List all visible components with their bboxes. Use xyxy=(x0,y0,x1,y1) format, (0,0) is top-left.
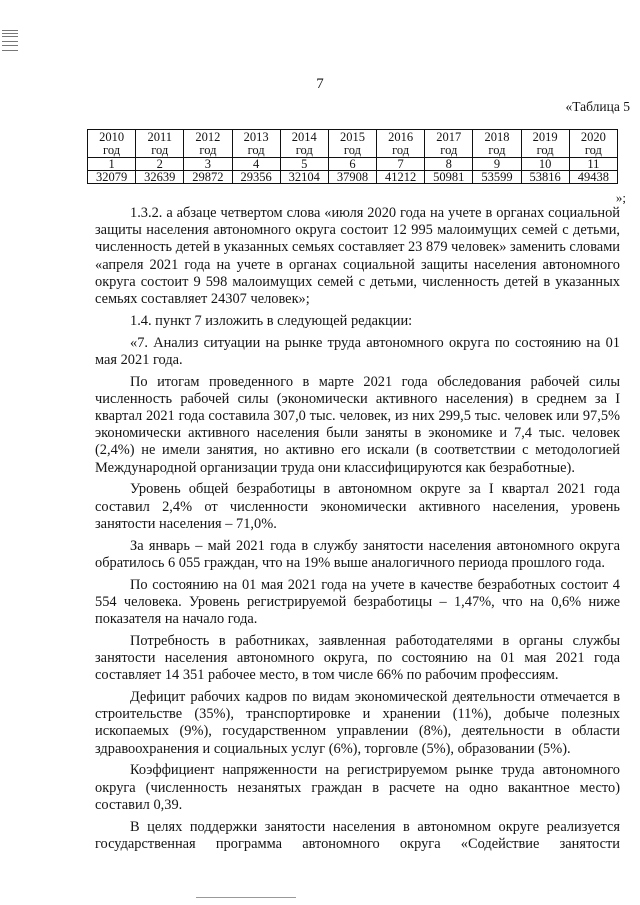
table-column-number: 3 xyxy=(184,158,232,171)
table-column-number: 4 xyxy=(232,158,280,171)
table-value-cell: 41212 xyxy=(377,171,425,184)
table-value-cell: 37908 xyxy=(328,171,376,184)
table-year-header: 2013 год xyxy=(232,130,280,158)
binding-edge-marks xyxy=(2,0,20,905)
table-column-number: 11 xyxy=(569,158,617,171)
paragraph-workforce-deficit: Дефицит рабочих кадров по видам экономической деятельности отмечается в строительстве (35%), транспортировке и хранении (11%), добыче полезных ископаемых (9%), государственном управлении (8%), деятельности в области здравоохранения и социальных услуг (6%), торговле (5%), образовании (5%). xyxy=(95,689,620,757)
table-value-cell: 29356 xyxy=(232,171,280,184)
paragraph-section-7-heading: «7. Анализ ситуации на рынке труда автономного округа по состоянию на 01 мая 2021 года. xyxy=(95,334,620,368)
table-value-cell: 32104 xyxy=(280,171,328,184)
table-year-header: 2011 год xyxy=(136,130,184,158)
table-value-cell: 49438 xyxy=(569,171,617,184)
paragraph-1-4: 1.4. пункт 7 изложить в следующей редакции: xyxy=(130,312,413,329)
document-body xyxy=(95,205,620,858)
table-value-cell: 29872 xyxy=(184,171,232,184)
paragraph-state-program: В целях поддержки занятости населения в автономном округе реализуется государственная программа автономного округа «Содействие занятости xyxy=(95,818,620,852)
table-column-number-row xyxy=(88,158,618,171)
table-value-row xyxy=(88,171,618,184)
table-column-number: 9 xyxy=(473,158,521,171)
paragraph-labor-survey: По итогам проведенного в марте 2021 года обследования рабочей силы численность рабочей силы (экономически активного населения) в среднем за I квартал 2021 года составила 307,0 тыс. человек, из них 299,5 тыс. человек или 97,5% экономически активного населения были заняты в экономике и 7,4 тыс. человек (2,4%) не имели занятия, но активно его искали (в соответствии с методологией Международной организации труда они классифицируются как безработные). xyxy=(95,373,620,476)
table-column-number: 2 xyxy=(136,158,184,171)
table-column-number: 10 xyxy=(521,158,569,171)
table-value-cell: 53816 xyxy=(521,171,569,184)
table-year-header: 2017 год xyxy=(425,130,473,158)
table-year-header: 2012 год xyxy=(184,130,232,158)
statistics-table xyxy=(87,129,618,184)
table-year-header: 2020 год xyxy=(569,130,617,158)
paragraph-tension-coefficient: Коэффициент напряженности на регистрируемом рынке труда автономного округа (численность незанятых граждан в расчете на одно вакантное место) составил 0,39. xyxy=(95,762,620,813)
table-year-header: 2015 год xyxy=(328,130,376,158)
table-header-row xyxy=(88,130,618,158)
table-column-number: 7 xyxy=(377,158,425,171)
table-value-cell: 32079 xyxy=(88,171,136,184)
table-closing-quote: »; xyxy=(615,190,626,205)
bottom-divider xyxy=(196,897,296,898)
table-column-number: 5 xyxy=(280,158,328,171)
table-column-number: 1 xyxy=(88,158,136,171)
table-year-header: 2014 год xyxy=(280,130,328,158)
table-value-cell: 53599 xyxy=(473,171,521,184)
table-year-header: 2016 год xyxy=(377,130,425,158)
table-caption: «Таблица 5 xyxy=(565,99,630,114)
table-column-number: 6 xyxy=(328,158,376,171)
table-year-header: 2019 год xyxy=(521,130,569,158)
paragraph-employment-service-requests: За январь – май 2021 года в службу занятости населения автономного округа обратилось 6 055 граждан, что на 19% выше аналогичного периода прошлого года. xyxy=(95,537,620,571)
paragraph-1-3-2: 1.3.2. а абзаце четвертом слова «июля 2020 года на учете в органах социальной защиты населения автономного округа состоит 12 995 малоимущих семей с детьми, численность детей в указанных семьях составляет 23 879 человек» заменить словами «апреля 2021 года на учете в органах социальной защиты населения автономного округа состоит 9 598 малоимущих семей с детьми, численность детей в указанных семьях составляет 24307 человек»; xyxy=(95,205,620,308)
table-column-number: 8 xyxy=(425,158,473,171)
paragraph-unemployment-level: Уровень общей безработицы в автономном округе за I квартал 2021 года составил 2,4% от численности экономически активного населения, уровень занятости населения – 71,0%. xyxy=(95,481,620,532)
table-year-header: 2010 год xyxy=(88,130,136,158)
page-number: 7 xyxy=(316,76,324,92)
table-year-header: 2018 год xyxy=(473,130,521,158)
table-value-cell: 32639 xyxy=(136,171,184,184)
paragraph-employer-demand: Потребность в работниках, заявленная работодателями в органы службы занятости населения автономного округа, по состоянию на 01 мая 2021 года составляет 14 351 рабочее место, в том числе 66% по рабочим профессиям. xyxy=(95,632,620,684)
paragraph-registered-unemployed: По состоянию на 01 мая 2021 года на учете в качестве безработных состоит 4 554 человека. Уровень регистрируемой безработицы – 1,47%, что на 0,6% ниже показателя на начало года. xyxy=(95,576,620,628)
table-value-cell: 50981 xyxy=(425,171,473,184)
